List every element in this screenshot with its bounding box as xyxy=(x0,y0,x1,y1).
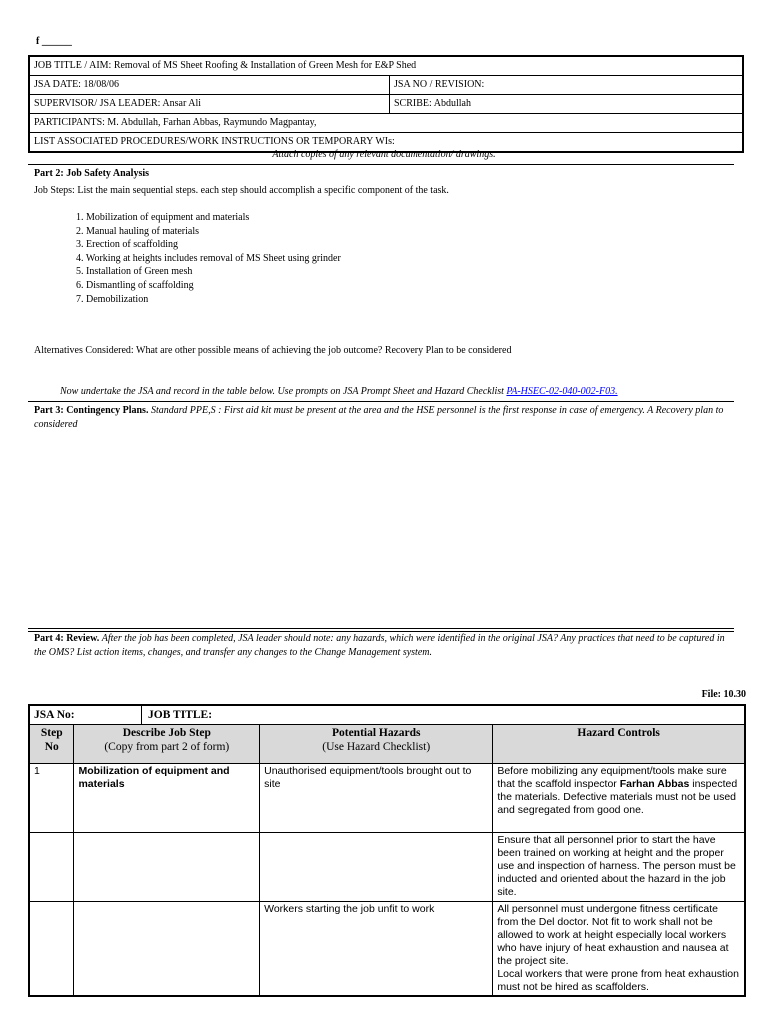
part2-intro: Job Steps: List the main sequential steps. each step should accomplish a specific component of the task. xyxy=(34,185,449,196)
table-row xyxy=(29,902,745,997)
supervisor: SUPERVISOR/ JSA LEADER: Ansar Ali xyxy=(30,95,390,113)
jsa-date: JSA DATE: 18/08/06 xyxy=(30,76,390,94)
part2-title: Part 2: Job Safety Analysis xyxy=(34,168,149,179)
jsa-header-box xyxy=(28,55,744,153)
hazard-cell xyxy=(260,833,493,902)
attach-note: Attach copies of any relevant documentation/ drawings. xyxy=(272,149,496,160)
job-steps-list xyxy=(76,211,341,306)
hazard-cell: Unauthorised equipment/tools brought out to site xyxy=(260,764,493,833)
part3-section xyxy=(34,404,734,432)
step-cell xyxy=(29,833,74,902)
step-cell: 1 xyxy=(29,764,74,833)
part3-title: Part 3: Contingency Plans. xyxy=(34,405,149,416)
describe-cell xyxy=(74,902,260,997)
undertake-note xyxy=(60,386,618,397)
part4-section xyxy=(34,632,734,660)
table-row xyxy=(29,764,745,833)
divider xyxy=(28,401,734,402)
jsa-no-revision: JSA NO / REVISION: xyxy=(394,79,485,90)
control-cell: All personnel must undergone fitness certificate from the Del doctor. Not fit to work shall not be allowed to work at height especially local workers who have injury of heat exhaustion and nausea at the project site. Local workers that were prone from heat exhaustion must not be hired as scaffolders. xyxy=(493,902,745,997)
table-title-row xyxy=(29,705,745,725)
part4-text: After the job has been completed, JSA leader should note: any hazards, which were identified in the original JSA? Any practices that need to be captured in the OMS? List action items, changes, and transfer any changes to the Change Management system. xyxy=(34,633,725,658)
control-cell: Before mobilizing any equipment/tools make sure that the scaffold inspector Farhan Abbas inspected the materials. Defective materials must not be used and segregated from good one. xyxy=(493,764,745,833)
job-title-label: JOB TITLE: xyxy=(148,709,213,721)
describe-cell: Mobilization of equipment and materials xyxy=(74,764,260,833)
list-item: 3. Erection of scaffolding xyxy=(76,239,179,251)
jsa-no-cell xyxy=(29,705,260,725)
describe-cell xyxy=(74,833,260,902)
list-item: 5. Installation of Green mesh xyxy=(76,266,193,278)
hazard-cell: Workers starting the job unfit to work xyxy=(260,902,493,997)
part3-text: Standard PPE,S : First aid kit must be present at the area and the HSE personnel is the first response in case of emergency. A Recovery plan to considered xyxy=(34,405,724,430)
file-label: File: 10.30 xyxy=(701,689,746,700)
date-row xyxy=(30,76,742,95)
jsa-no-label: JSA No: xyxy=(30,706,142,724)
supervisor-row xyxy=(30,95,742,114)
col-controls-header: Hazard Controls xyxy=(493,725,745,764)
list-item: 2. Manual hauling of materials xyxy=(76,225,200,237)
alternatives-considered: Alternatives Considered: What are other possible means of achieving the job outcome? Recovery Plan to be considered xyxy=(34,345,512,356)
list-item: 7. Demobilization xyxy=(76,293,149,305)
top-mark: f ______ xyxy=(36,36,72,47)
table-row xyxy=(29,833,745,902)
participants-row: PARTICIPANTS: M. Abdullah, Farhan Abbas, Raymundo Magpantay, xyxy=(30,114,742,133)
col-hazards-header: Potential Hazards (Use Hazard Checklist) xyxy=(260,725,493,764)
hazard-checklist-link[interactable]: PA-HSEC-02-040-002-F03. xyxy=(506,386,618,397)
jsa-table xyxy=(28,704,746,997)
list-item: 1. Mobilization of equipment and materials xyxy=(76,212,250,223)
scribe: SCRIBE: Abdullah xyxy=(394,98,471,109)
procedures-row: LIST ASSOCIATED PROCEDURES/WORK INSTRUCTIONS OR TEMPORARY WIs: xyxy=(34,136,395,147)
part4-title: Part 4: Review. xyxy=(34,633,100,644)
divider xyxy=(28,164,734,165)
step-cell xyxy=(29,902,74,997)
divider xyxy=(28,628,734,629)
undertake-text: Now undertake the JSA and record in the table below. Use prompts on JSA Prompt Sheet and Hazard Checklist xyxy=(60,386,504,397)
col-step-header: Step No xyxy=(29,725,74,764)
title-blank xyxy=(260,705,745,725)
job-title-row: JOB TITLE / AIM: Removal of MS Sheet Roofing & Installation of Green Mesh for E&P Shed xyxy=(30,57,742,76)
control-cell: Ensure that all personnel prior to start the have been trained on working at height and the proper use and inspection of harness. The person must be inducted and oriented about the hazard in the job site. xyxy=(493,833,745,902)
table-header-row xyxy=(29,725,745,764)
list-item: 6. Dismantling of scaffolding xyxy=(76,279,194,291)
list-item: 4. Working at heights includes removal of MS Sheet using grinder xyxy=(76,252,341,264)
col-describe-header: Describe Job Step (Copy from part 2 of form) xyxy=(74,725,260,764)
